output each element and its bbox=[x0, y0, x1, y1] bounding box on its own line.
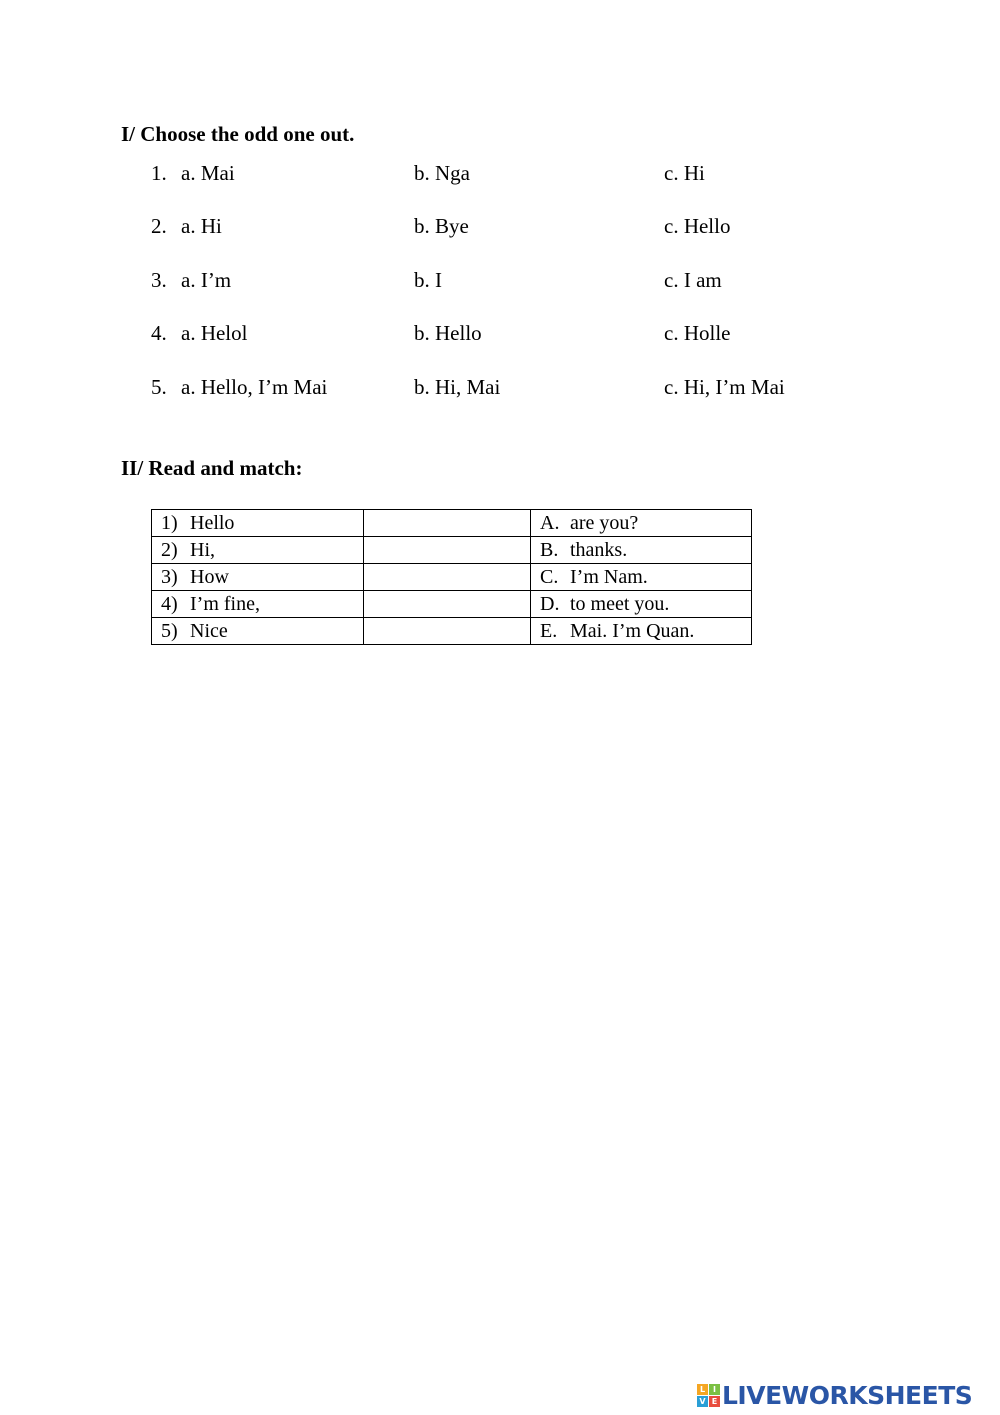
right-letter: E. bbox=[540, 620, 558, 642]
option-b[interactable]: b. Nga bbox=[414, 161, 470, 185]
left-cell bbox=[152, 537, 364, 564]
logo-letter-l: L bbox=[697, 1384, 708, 1395]
answer-cell[interactable] bbox=[364, 618, 531, 645]
right-letter: B. bbox=[540, 539, 559, 561]
right-text: Mai. I’m Quan. bbox=[570, 620, 695, 642]
table-row bbox=[152, 537, 752, 564]
answer-cell[interactable] bbox=[364, 591, 531, 618]
right-cell bbox=[531, 564, 752, 591]
right-text: are you? bbox=[570, 512, 639, 534]
question-number: 2. bbox=[151, 214, 167, 238]
answer-cell[interactable] bbox=[364, 564, 531, 591]
option-c[interactable]: c. Hi bbox=[664, 161, 705, 185]
table-row bbox=[152, 618, 752, 645]
liveworksheets-logo bbox=[697, 1375, 972, 1415]
logo-letter-v: V bbox=[697, 1396, 708, 1407]
left-text: I’m fine, bbox=[190, 593, 260, 615]
liveworksheets-wordmark: LIVEWORKSHEETS bbox=[722, 1380, 973, 1410]
option-a[interactable]: a. I’m bbox=[181, 268, 232, 292]
table-row bbox=[152, 591, 752, 618]
left-text: Hi, bbox=[190, 539, 215, 561]
question-number: 1. bbox=[151, 161, 167, 185]
option-c[interactable]: c. Hi, I’m Mai bbox=[664, 375, 785, 399]
option-c[interactable]: c. I am bbox=[664, 268, 722, 292]
option-b[interactable]: b. Bye bbox=[414, 214, 469, 238]
right-text: I’m Nam. bbox=[570, 566, 648, 588]
logo-letter-e: E bbox=[709, 1396, 720, 1407]
right-letter: D. bbox=[540, 593, 560, 615]
section-1-title: I/ Choose the odd one out. bbox=[121, 122, 355, 146]
left-cell bbox=[152, 564, 364, 591]
question-number: 3. bbox=[151, 268, 167, 292]
right-letter: C. bbox=[540, 566, 559, 588]
option-a[interactable]: a. Mai bbox=[181, 161, 235, 185]
question-number: 4. bbox=[151, 321, 167, 345]
table-row bbox=[152, 564, 752, 591]
table-row bbox=[152, 510, 752, 537]
option-b[interactable]: b. I bbox=[414, 268, 442, 292]
right-cell bbox=[531, 510, 752, 537]
option-c[interactable]: c. Holle bbox=[664, 321, 731, 345]
option-a[interactable]: a. Helol bbox=[181, 321, 248, 345]
right-text: thanks. bbox=[570, 539, 628, 561]
section-2-title: II/ Read and match: bbox=[121, 456, 303, 480]
right-cell bbox=[531, 537, 752, 564]
left-cell bbox=[152, 510, 364, 537]
option-b[interactable]: b. Hi, Mai bbox=[414, 375, 501, 399]
right-cell bbox=[531, 591, 752, 618]
right-letter: A. bbox=[540, 512, 560, 534]
left-text: How bbox=[190, 566, 229, 588]
option-c[interactable]: c. Hello bbox=[664, 214, 731, 238]
question-number: 5. bbox=[151, 375, 167, 399]
left-cell bbox=[152, 618, 364, 645]
left-number: 3) bbox=[161, 566, 178, 588]
right-text: to meet you. bbox=[570, 593, 670, 615]
answer-cell[interactable] bbox=[364, 510, 531, 537]
logo-letter-i: I bbox=[709, 1384, 720, 1395]
liveworksheets-icon bbox=[697, 1384, 720, 1407]
left-cell bbox=[152, 591, 364, 618]
option-a[interactable]: a. Hi bbox=[181, 214, 222, 238]
left-number: 5) bbox=[161, 620, 178, 642]
left-text: Nice bbox=[190, 620, 228, 642]
right-cell bbox=[531, 618, 752, 645]
left-number: 2) bbox=[161, 539, 178, 561]
left-number: 1) bbox=[161, 512, 178, 534]
option-a[interactable]: a. Hello, I’m Mai bbox=[181, 375, 328, 399]
option-b[interactable]: b. Hello bbox=[414, 321, 482, 345]
matching-table bbox=[151, 509, 752, 645]
left-number: 4) bbox=[161, 593, 178, 615]
left-text: Hello bbox=[190, 512, 235, 534]
answer-cell[interactable] bbox=[364, 537, 531, 564]
